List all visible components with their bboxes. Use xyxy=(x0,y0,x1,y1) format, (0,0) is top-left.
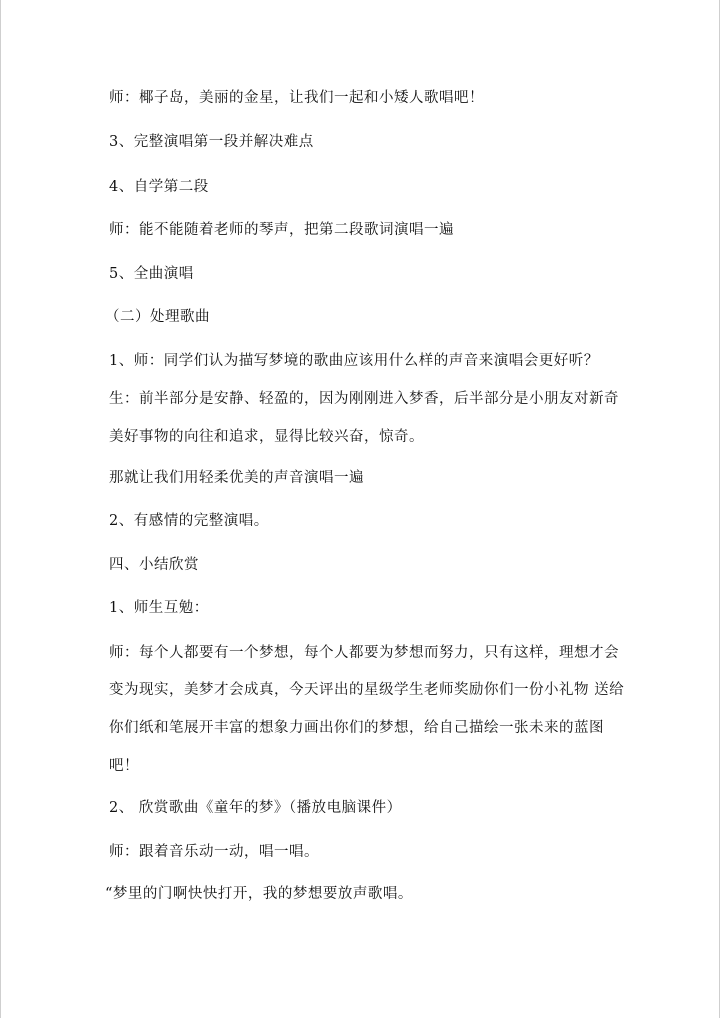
text-line-student-answer-2: 美好事物的向往和追求，显得比较兴奋，惊奇。 xyxy=(109,429,424,445)
text-line-teacher-dream-1: 师：每个人都要有一个梦想，每个人都要为梦想而努力，只有这样，理想才会 xyxy=(109,645,619,661)
text-line-teacher-dream-3: 你们纸和笔展开丰富的想象力画出你们的梦想，给自己描绘一张未来的蓝图 xyxy=(109,720,604,736)
text-line-step-3: 3、完整演唱第一段并解决难点 xyxy=(109,134,314,150)
text-line-appreciate-song: 2、 欣赏歌曲《童年的梦》（播放电脑课件） xyxy=(109,800,402,816)
text-line-question: 1、师：同学们认为描写梦境的歌曲应该用什么样的声音来演唱会更好听？ xyxy=(109,353,599,369)
text-line-student-answer-1: 生：前半部分是安静、轻盈的，因为刚刚进入梦香，后半部分是小朋友对新奇 xyxy=(109,391,619,407)
text-line-move-and-sing: 师：跟着音乐动一动，唱一唱。 xyxy=(109,844,319,860)
text-line-teacher-coconut-island: 师：椰子岛，美丽的金星，让我们一起和小矮人歌唱吧！ xyxy=(109,90,484,106)
text-line-mutual-encouragement: 1、师生互勉： xyxy=(109,600,209,616)
text-line-teacher-piano: 师：能不能随着老师的琴声，把第二段歌词演唱一遍 xyxy=(109,222,454,238)
text-line-step-5: 5、全曲演唱 xyxy=(109,266,194,282)
text-line-step-4: 4、自学第二段 xyxy=(109,179,209,195)
text-line-teacher-dream-4: 吧！ xyxy=(109,758,139,774)
section-heading-summary: 四、小结欣赏 xyxy=(109,557,199,573)
text-line-sing-with-feeling: 2、有感情的完整演唱。 xyxy=(109,513,269,529)
text-line-quote-dream-door: “梦里的门啊快快打开，我的梦想要放声歌唱。 xyxy=(105,886,413,902)
section-heading-process-song: （二）处理歌曲 xyxy=(105,309,210,325)
text-line-sing-gently: 那就让我们用轻柔优美的声音演唱一遍 xyxy=(109,470,364,486)
text-line-teacher-dream-2: 变为现实，美梦才会成真，今天评出的星级学生老师奖励你们一份小礼物 送给 xyxy=(109,682,625,698)
